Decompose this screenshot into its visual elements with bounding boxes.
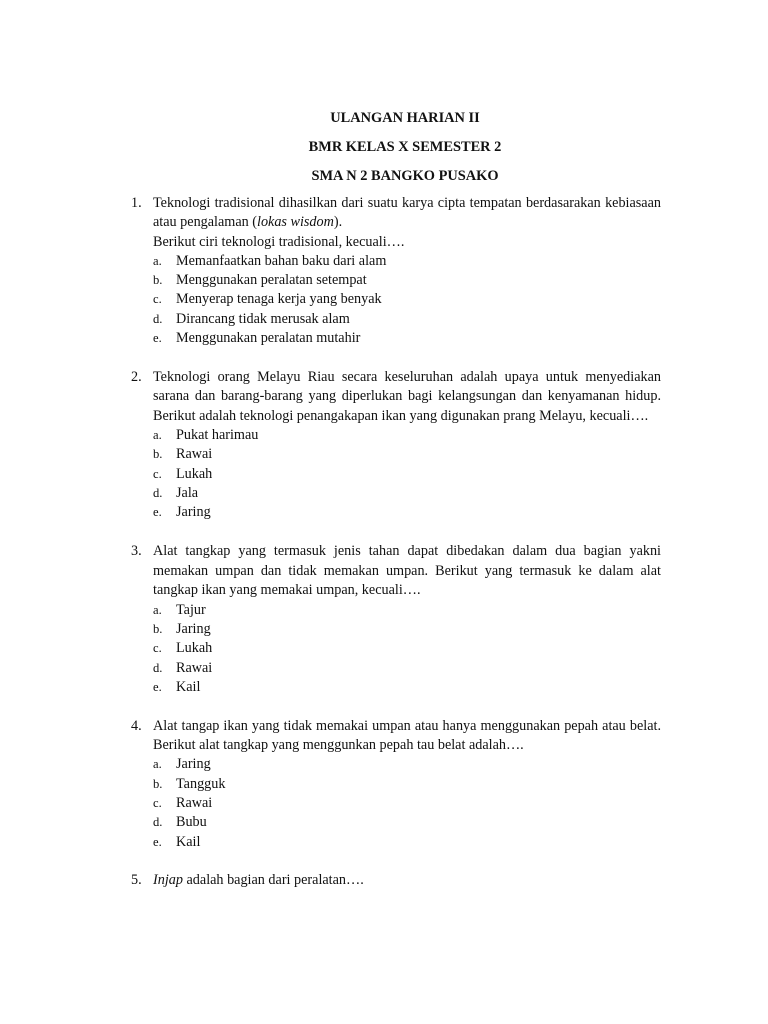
- italic-term: lokas wisdom: [257, 214, 334, 231]
- question-1: [131, 194, 661, 348]
- option-e: e. Jaring: [153, 504, 211, 521]
- option-a: a. Memanfaatkan bahan baku dari alam: [153, 252, 387, 269]
- document-header: [0, 108, 768, 195]
- option-c: c. Lukah: [153, 640, 213, 657]
- question-text-line: Berikut ciri teknologi tradisional, kecuali….: [153, 233, 405, 250]
- option-a: a. Jaring: [153, 756, 211, 773]
- question-number: 5.: [131, 872, 142, 889]
- option-d: d. Jala: [153, 484, 199, 501]
- question-text: Alat tangkap yang termasuk jenis tahan dapat dibedakan dalam dua bagian yakni memakan umpan dan tidak memakan umpan. Berikut yang termasuk ke dalam alat tangkap ikan yang memakai umpan, kecuali….: [153, 543, 661, 599]
- exam-subject: BMR KELAS X SEMESTER 2: [308, 139, 502, 155]
- question-5: [131, 871, 661, 890]
- question-text: Alat tangap ikan yang tidak memakai umpan atau hanya menggunakan pepah atau belat. Berikut alat tangkap yang menggunkan pepah tau belat adalah….: [153, 717, 661, 754]
- options-list: [153, 252, 661, 348]
- option-c: c. Lukah: [153, 465, 213, 482]
- option-d: d. Dirancang tidak merusak alam: [153, 310, 350, 327]
- option-a: a. Pukat harimau: [153, 427, 259, 444]
- options-list: [153, 755, 661, 851]
- option-d: d. Rawai: [153, 659, 213, 676]
- question-text: Teknologi tradisional dihasilkan dari suatu karya cipta tempatan berdasarakan kebiasaan atau pengalaman (lokas wisdom).: [153, 195, 661, 231]
- question-number: 3.: [131, 543, 142, 560]
- question-3: [131, 542, 661, 697]
- option-b: b. Jaring: [153, 621, 211, 638]
- option-e: e. Menggunakan peralatan mutahir: [153, 330, 361, 347]
- options-list: [153, 426, 661, 522]
- option-b: b. Menggunakan peralatan setempat: [153, 272, 367, 289]
- question-number: 2.: [131, 368, 142, 385]
- option-d: d. Bubu: [153, 814, 207, 831]
- italic-term: Injap: [153, 872, 183, 889]
- option-a: a. Tajur: [153, 601, 206, 618]
- question-list: [131, 194, 661, 891]
- option-e: e. Kail: [153, 833, 201, 850]
- exam-title: ULANGAN HARIAN II: [330, 110, 480, 126]
- question-2: [131, 368, 661, 523]
- question-number: 1.: [131, 195, 142, 211]
- question-text: Injap adalah bagian dari peralatan….: [153, 872, 364, 889]
- option-c: c. Rawai: [153, 795, 213, 812]
- question-number: 4.: [131, 717, 142, 734]
- options-list: [153, 601, 661, 697]
- option-c: c. Menyerap tenaga kerja yang benyak: [153, 291, 382, 308]
- question-text: Teknologi orang Melayu Riau secara keseluruhan adalah upaya untuk menyediakan sarana dan barang-barang yang diperlukan bagi kelangsungan dan kenyamanan hidup. Berikut adalah teknologi penangakapan ikan yang digunakan prang Melayu, kecuali….: [153, 368, 661, 424]
- option-b: b. Rawai: [153, 446, 213, 463]
- question-4: [131, 717, 661, 852]
- school-name: SMA N 2 BANGKO PUSAKO: [311, 168, 499, 184]
- option-b: b. Tangguk: [153, 775, 226, 792]
- option-e: e. Kail: [153, 679, 201, 696]
